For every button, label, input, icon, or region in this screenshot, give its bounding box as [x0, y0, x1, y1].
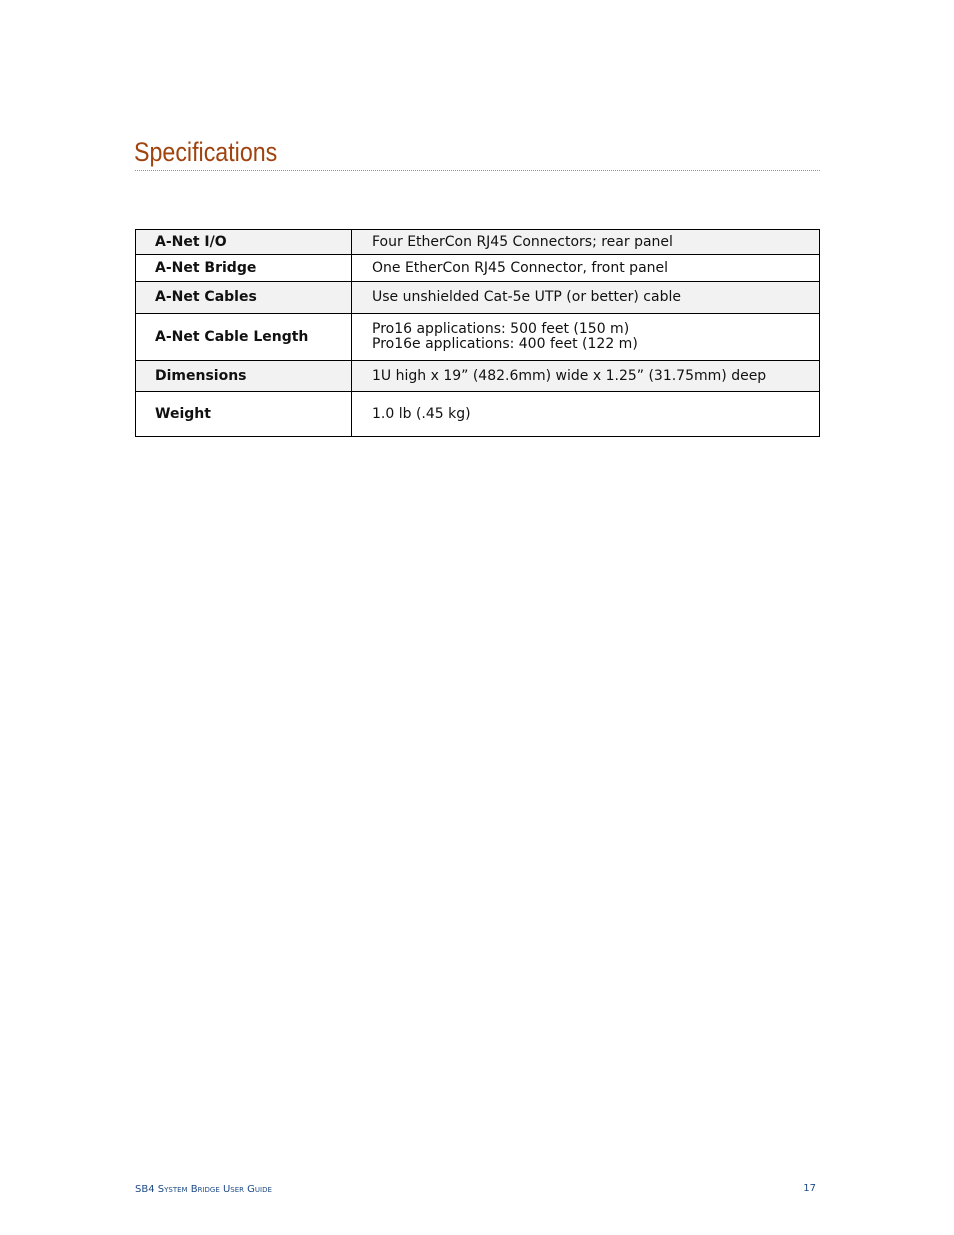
title-divider — [135, 170, 820, 171]
spec-label: A-Net Cable Length — [136, 314, 352, 361]
spec-value-line: Pro16e applications: 400 feet (122 m) — [372, 336, 638, 352]
footer-page-number: 17 — [803, 1183, 816, 1194]
table-row — [136, 282, 820, 314]
spec-value-line: 1.0 lb (.45 kg) — [372, 405, 471, 422]
table-row — [136, 230, 820, 255]
spec-value-line: Four EtherCon RJ45 Connectors; rear panel — [372, 233, 673, 250]
spec-value — [352, 230, 820, 255]
footer-guide-title: SB4 System Bridge User Guide — [135, 1184, 272, 1195]
specifications-table — [135, 229, 820, 437]
spec-value-line: 1U high x 19” (482.6mm) wide x 1.25” (31.75mm) deep — [372, 367, 767, 384]
table-row — [136, 392, 820, 437]
page-title: Specifications — [134, 137, 278, 167]
spec-value — [352, 255, 820, 282]
spec-value — [352, 314, 820, 361]
spec-label: A-Net Bridge — [136, 255, 352, 282]
spec-value-line: Use unshielded Cat-5e UTP (or better) cable — [372, 289, 681, 305]
spec-label: Weight — [136, 392, 352, 437]
spec-value — [352, 282, 820, 314]
spec-label: A-Net I/O — [136, 230, 352, 255]
spec-label: A-Net Cables — [136, 282, 352, 314]
spec-label: Dimensions — [136, 361, 352, 392]
table-row — [136, 314, 820, 361]
spec-value-line: Pro16 applications: 500 feet (150 m) — [372, 321, 630, 337]
spec-value-line: One EtherCon RJ45 Connector, front panel — [372, 259, 669, 276]
table-row — [136, 255, 820, 282]
spec-value — [352, 392, 820, 437]
table-row — [136, 361, 820, 392]
spec-value — [352, 361, 820, 392]
